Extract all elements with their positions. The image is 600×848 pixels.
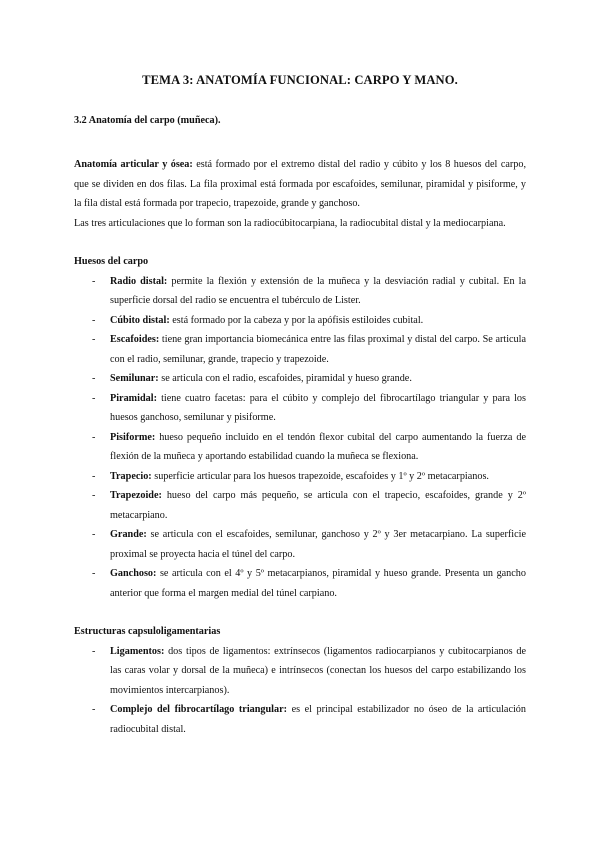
item-text: permite la flexión y extensión de la muñeca y la desviación radial y cubital. En la superficie dorsal del radio se encuentra el tubérculo de Lister. [110,275,526,306]
list-item [74,330,526,369]
item-term: Ganchoso: [110,568,157,579]
item-term: Pisiforme: [110,431,156,443]
intro-paragraph [74,155,526,214]
item-text: está formado por la cabeza y por la apófisis estiloides cubital. [169,314,424,326]
item-term: Escafoides: [110,334,160,345]
item-text: tiene cuatro facetas: para el cúbito y complejo del fibrocartílago triangular y para los huesos ganchoso, semilunar y pisiforme. [110,392,526,423]
dash-bullet: - [92,373,96,384]
capsule-list [74,642,526,740]
item-text: hueso pequeño incluido en el tendón flexor cubital del carpo aumentando la fuerza de flexión de la muñeca y aportando estabilidad cuando la muñeca se flexiona. [110,431,526,462]
item-term: Piramidal: [110,392,157,404]
bones-heading: Huesos del carpo [74,256,149,267]
item-term: Complejo del fibrocartílago triangular: [110,704,288,715]
item-text: superficie articular para los huesos trapezoide, escafoides y 1º y 2º metacarpianos. [151,470,489,482]
item-text: se articula con el 4º y 5º metacarpianos, piramidal y hueso grande. Presenta un gancho anterior que forma el margen medial del túnel carpiano. [110,568,526,599]
item-text: hueso del carpo más pequeño, se articula con el trapecio, escafoides, grande y 2º metacarpiano. [110,490,526,521]
item-term: Radio distal: [110,275,168,287]
dash-bullet: - [92,568,96,579]
capsule-heading: Estructuras capsuloligamentarias [74,626,221,637]
dash-bullet: - [92,645,96,657]
dash-bullet: - [92,334,96,345]
item-term: Grande: [110,529,147,540]
item-term: Trapezoide: [110,490,162,501]
list-item [74,311,526,331]
item-text: dos tipos de ligamentos: extrínsecos (ligamentos radiocarpianos y cubitocarpianos de las caras volar y dorsal de la muñeca) e intrínsecos (conectan los huesos del carpo estabilizando los movimientos intercarpianos). [110,645,526,696]
item-term: Cúbito distal: [110,314,170,326]
item-term: Trapecio: [110,470,152,482]
list-item [74,428,526,467]
bones-list [74,272,526,604]
dash-bullet: - [92,529,96,540]
dash-bullet: - [92,431,96,443]
item-text: tiene gran importancia biomecánica entre las filas proximal y distal del carpo. Se articula con el radio, semilunar, grande, trapecio y trapezoide. [110,334,526,365]
dash-bullet: - [92,275,96,287]
list-item [74,272,526,311]
item-text: se articula con el escafoides, semilunar, ganchoso y 2º y 3er metacarpiano. La superficie proximal se proyecta hacia el túnel del carpo. [110,529,526,560]
list-item [74,486,526,525]
list-item [74,525,526,564]
item-text: es el principal estabilizador no óseo de la articulación radiocubital distal. [110,704,526,735]
list-item [74,642,526,701]
list-item [74,564,526,603]
list-item [74,467,526,487]
articulations-paragraph: Las tres articulaciones que lo forman son la radiocúbitocarpiana, la radiocubital distal y la mediocarpiana. [74,217,506,229]
item-term: Semilunar: [110,373,159,384]
page-title: TEMA 3: ANATOMÍA FUNCIONAL: CARPO Y MANO. [142,73,458,87]
dash-bullet: - [92,314,96,326]
section-subtitle: 3.2 Anatomía del carpo (muñeca). [74,115,221,126]
dash-bullet: - [92,392,96,404]
intro-term: Anatomía articular y ósea: [74,159,193,170]
dash-bullet: - [92,704,96,715]
intro-text: está formado por el extremo distal del radio y cúbito y los 8 huesos del carpo, que se dividen en dos filas. La fila proximal está formada por escafoides, semilunar, piramidal y pisiforme, y la fila distal está formada por trapecio, trapezoide, grande y ganchoso. [74,159,526,209]
item-term: Ligamentos: [110,645,165,657]
dash-bullet: - [92,490,96,501]
dash-bullet: - [92,470,96,482]
item-text: se articula con el radio, escafoides, piramidal y hueso grande. [158,373,412,384]
list-item [74,700,526,739]
list-item [74,389,526,428]
list-item [74,369,526,389]
